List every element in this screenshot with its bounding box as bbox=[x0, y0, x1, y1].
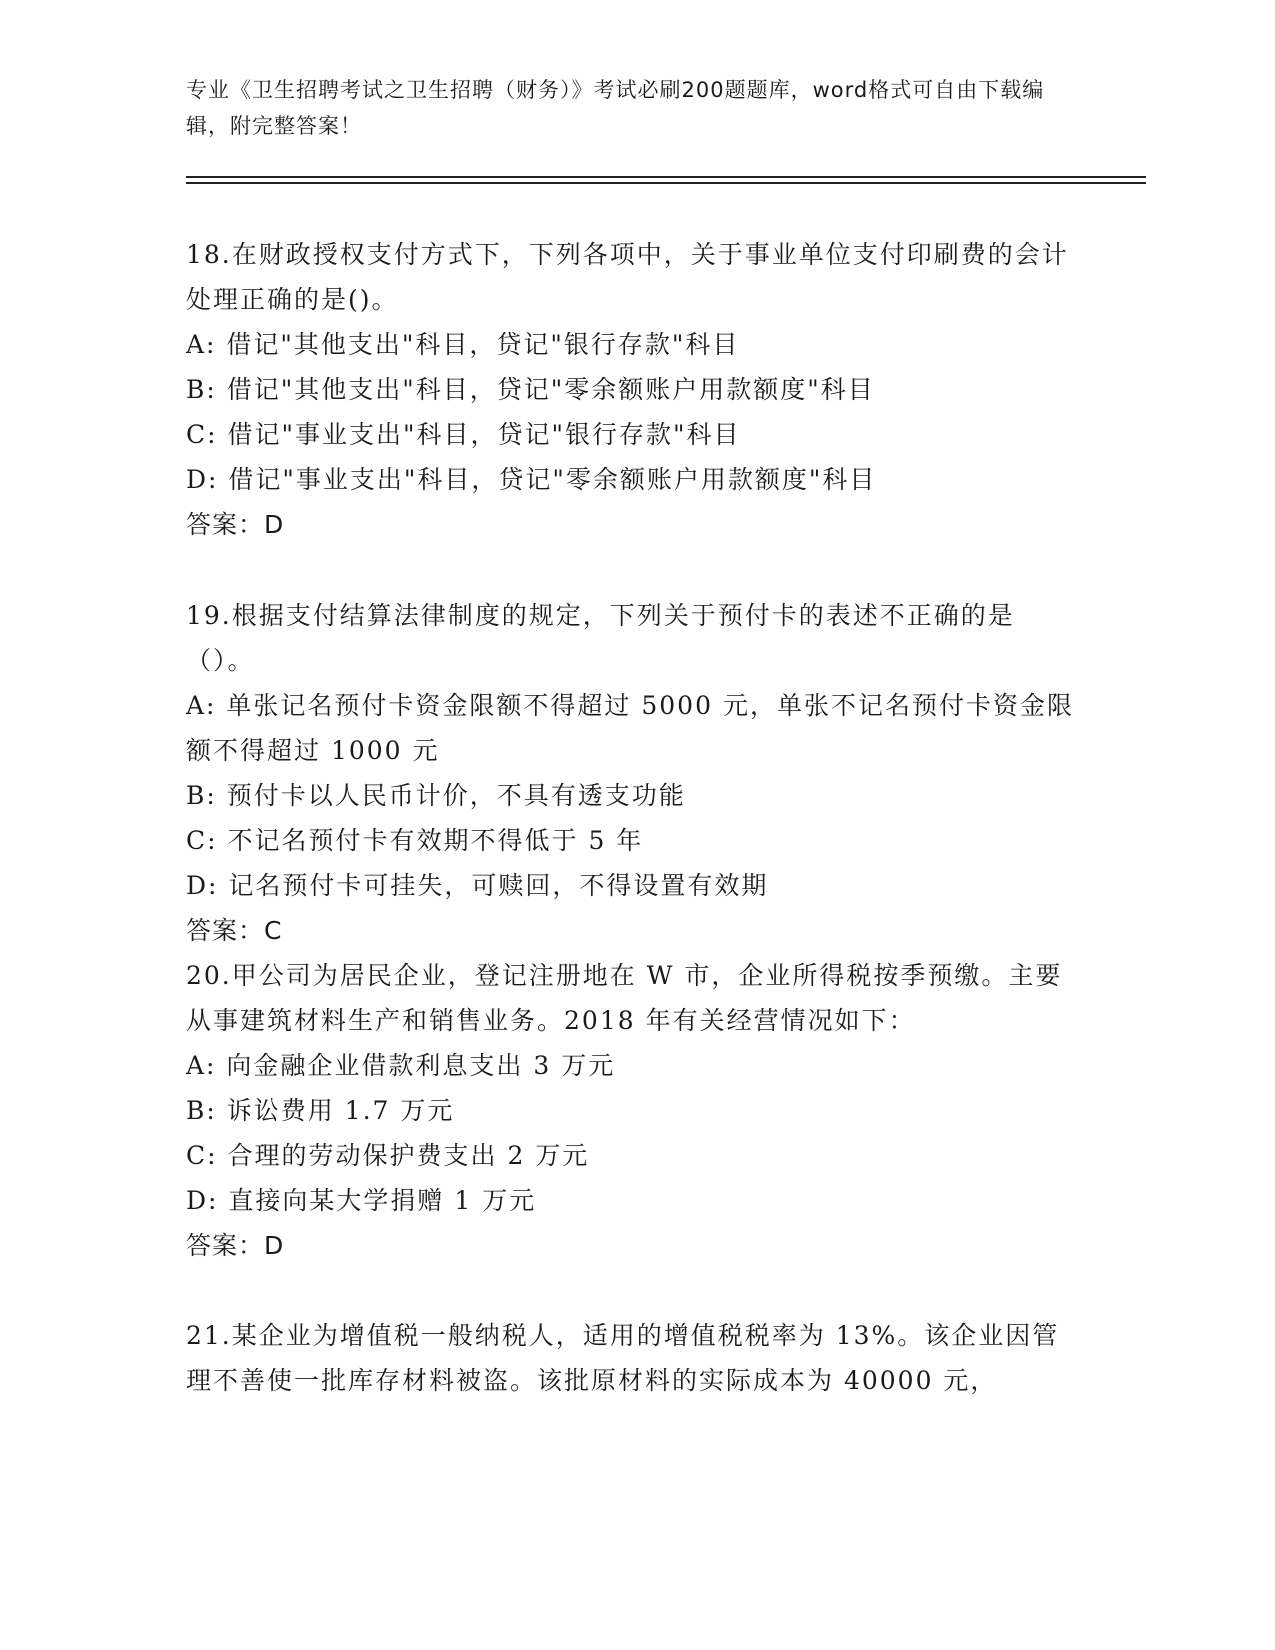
question-stem: 18.在财政授权支付方式下，下列各项中，关于事业单位支付印刷费的会计处理正确的是()。 bbox=[186, 240, 1069, 314]
option-b: B: 预付卡以人民币计价，不具有透支功能 bbox=[186, 781, 686, 810]
option-d: D: 记名预付卡可挂失，可赎回，不得设置有效期 bbox=[186, 871, 769, 900]
answer: 答案：D bbox=[186, 510, 285, 539]
header-divider-top bbox=[186, 176, 1146, 178]
document-header: 专业《卫生招聘考试之卫生招聘（财务）》考试必刷200题题库，word格式可自由下载编辑，附完整答案！ bbox=[186, 78, 1045, 138]
option-c: C: 不记名预付卡有效期不得低于 5 年 bbox=[186, 826, 644, 855]
option-d: D: 借记"事业支出"科目，贷记"零余额账户用款额度"科目 bbox=[186, 465, 877, 494]
question-18 bbox=[186, 232, 1076, 547]
answer: 答案：D bbox=[186, 1231, 285, 1260]
question-20 bbox=[186, 953, 1076, 1268]
option-a: A: 向金融企业借款利息支出 3 万元 bbox=[186, 1051, 616, 1080]
option-b: B: 借记"其他支出"科目，贷记"零余额账户用款额度"科目 bbox=[186, 375, 875, 404]
option-a: A: 单张记名预付卡资金限额不得超过 5000 元，单张不记名预付卡资金限额不得超过 1000 元 bbox=[186, 691, 1074, 765]
answer: 答案：C bbox=[186, 916, 283, 945]
header-divider-bottom bbox=[186, 182, 1146, 184]
option-c: C: 借记"事业支出"科目，贷记"银行存款"科目 bbox=[186, 420, 741, 449]
question-19 bbox=[186, 593, 1076, 953]
option-d: D: 直接向某大学捐赠 1 万元 bbox=[186, 1186, 537, 1215]
question-stem: 19.根据支付结算法律制度的规定，下列关于预付卡的表述不正确的是（）。 bbox=[186, 601, 1015, 675]
question-stem: 21.某企业为增值税一般纳税人，适用的增值税税率为 13%。该企业因管理不善使一批库存材料被盗。该批原材料的实际成本为 40000 元， bbox=[186, 1321, 1060, 1395]
question-21 bbox=[186, 1313, 1076, 1403]
option-a: A: 借记"其他支出"科目，贷记"银行存款"科目 bbox=[186, 330, 740, 359]
question-stem: 20.甲公司为居民企业，登记注册地在 W 市，企业所得税按季预缴。主要从事建筑材料生产和销售业务。2018 年有关经营情况如下： bbox=[186, 961, 1063, 1035]
option-c: C: 合理的劳动保护费支出 2 万元 bbox=[186, 1141, 590, 1170]
option-b: B: 诉讼费用 1.7 万元 bbox=[186, 1096, 455, 1125]
